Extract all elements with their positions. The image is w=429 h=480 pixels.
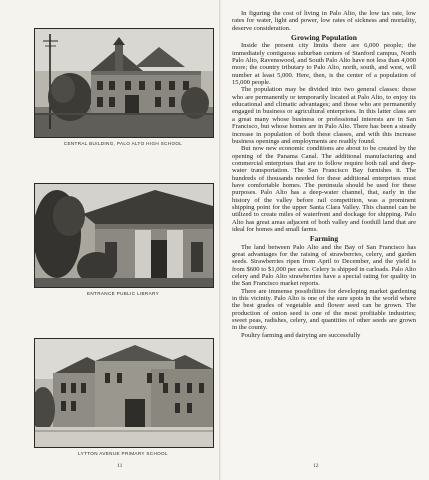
primary-school-photo: [34, 338, 214, 448]
body-paragraph: There are immense possibilities for developing market gardening in this vicinity. Palo Alto is one of the sure spots in the world where the best grades of vegetable and flower seed can be grown. The production of onion seed is one of the most profitable industries; sweet peas, radishes, celery, and quantities of other seeds are grown in the county.: [232, 287, 416, 332]
photo-caption: ENTRANCE PUBLIC LIBRARY: [86, 291, 160, 296]
text-column: [232, 10, 416, 339]
page-number: 11: [117, 463, 123, 469]
body-paragraph: The population may be divided into two general classes: those who are permanently or temporarily located at Palo Alto, to enjoy its educational and climatic advantages; and those who are permanently engaged in business or agricultural enterprises. In this latter class are a great many whose business or professional interests are in San Francisco, but whose homes are in Palo Alto. There has been a steady increase in population of both these classes, and with this increase business openings and employments are readily found.: [232, 86, 416, 145]
section-heading: Farming: [309, 234, 339, 244]
photo-caption: LYTTON AVENUE PRIMARY SCHOOL: [78, 451, 168, 456]
section-heading: Growing Population: [291, 33, 357, 43]
intro-paragraph: In figuring the cost of living in Palo Alto, the low tax rate, low rates for water, light and power, low rates of sickness and mortality, deserve consideration.: [232, 10, 416, 32]
library-entrance-photo: [34, 183, 214, 288]
body-paragraph: Poultry farming and dairying are successfully: [241, 331, 361, 339]
body-paragraph: Inside the present city limits there are 6,000 people; the immediately contiguous suburban centers of Stanford campus, North Palo Alto, Ravenswood, and South Palo Alto have not less than 4,000 more; the country tributary to Palo Alto, north, south, and west, will number at least 5,000. Here, then, is the center of a population of 15,000 people.: [232, 42, 416, 87]
page-number: 12: [313, 463, 319, 469]
body-paragraph: But now new economic conditions are about to be created by the opening of the Panama Canal. The additional manufacturing and commercial enterprises that are to follow require both rail and deep-water transportation. The San Francisco Bay furnishes it. The hundreds of thousands needed for these additional enterprises must have comfortable homes. The peninsula should be used for these purposes. Palo Alto has a deep-water channel, that, early in the history of the valley before rail competition, was a prominent shipping point for the upper Santa Clara Valley. This channel can be utilized to create miles of waterfront and dockage for shipping. Palo Alto has great areas adjacent of both valley and foothill land that are ideal for homes and small farms.: [232, 145, 416, 233]
body-paragraph: The land between Palo Alto and the Bay of San Francisco has great advantages for the raising of strawberries, celery, and garden seeds. Strawberries ripen from April to December, and the yield is from $600 to $1,000 per acre. Celery is shipped in carloads. Palo Alto celery and Palo Alto strawberries have a special rating for quality in the San Francisco market reports.: [232, 243, 416, 288]
school-building-photo: [34, 28, 214, 138]
photo-caption: CENTRAL BUILDING, PALO ALTO HIGH SCHOOL: [63, 141, 183, 146]
